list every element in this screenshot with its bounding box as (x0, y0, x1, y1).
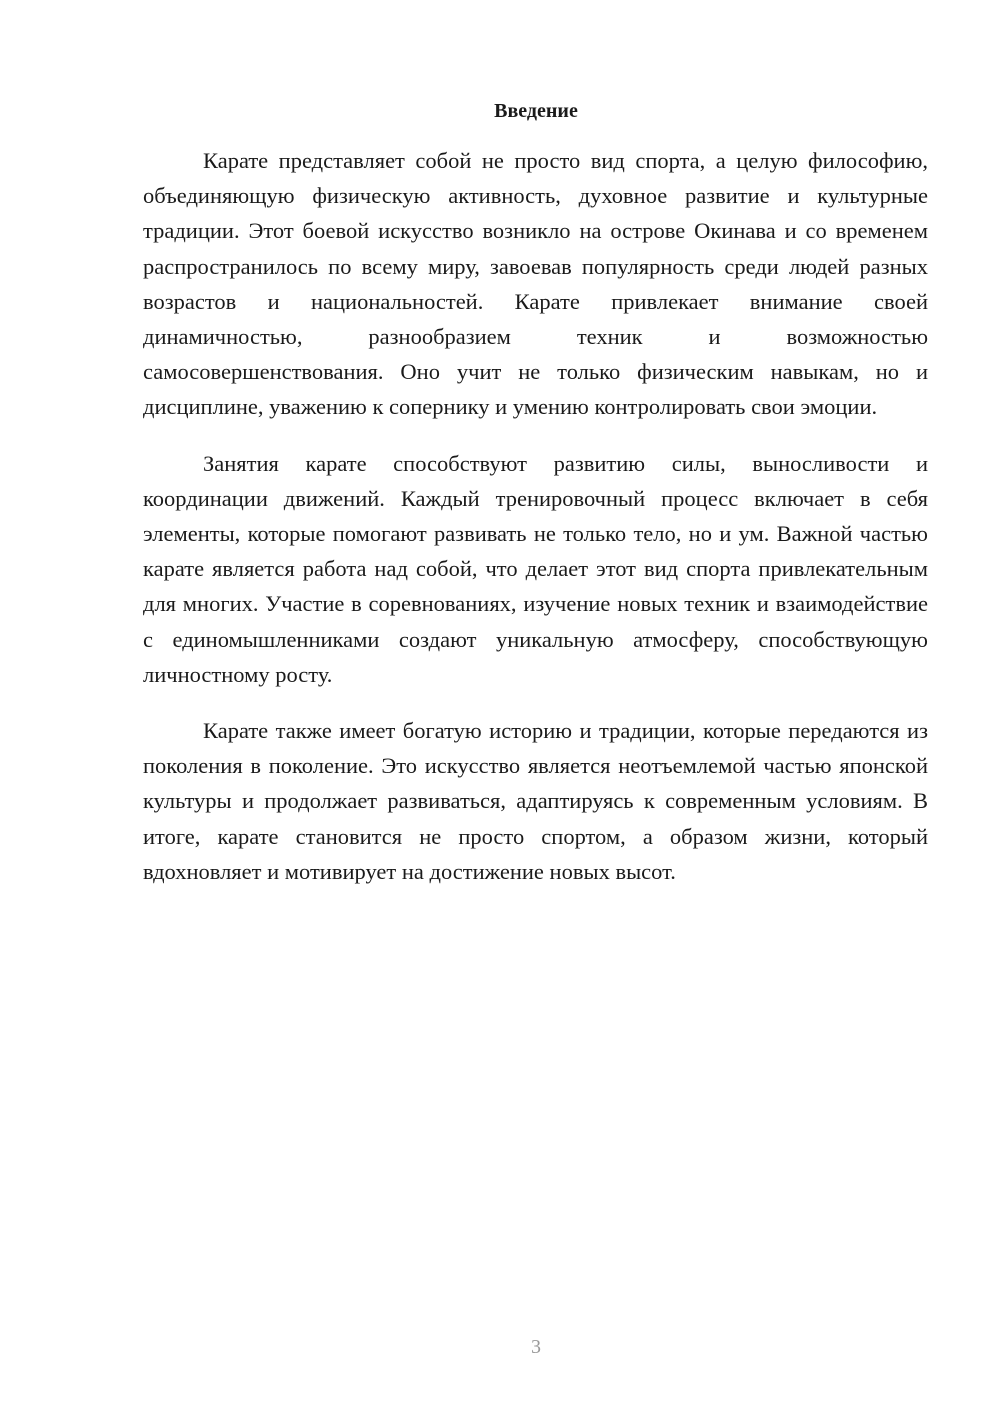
page-heading: Введение (494, 100, 578, 122)
page-number: 3 (531, 1336, 541, 1358)
body-text (143, 143, 928, 910)
paragraph-3: Карате также имеет богатую историю и традиции, которые передаются из поколения в поколение. Это искусство является неотъемлемой частью японской культуры и продолжает развиваться, адаптируясь к современным условиям. В итоге, карате становится не просто спортом, а образом жизни, который вдохновляет и мотивирует на достижение новых высот. (143, 718, 928, 884)
paragraph-1: Карате представляет собой не просто вид спорта, а целую философию, объединяющую физическую активность, духовное развитие и культурные традиции. Этот боевой искусство возникло на острове Окинава и со временем распространилось по всему миру, завоевав популярность среди людей разных возрастов и национальностей. Карате привлекает внимание своей динамичностью, разнообразием техник и возможностью самосовершенствования. Оно учит не только физическим навыкам, но и дисциплине, уважению к сопернику и умению контролировать свои эмоции. (143, 148, 928, 420)
paragraph-2: Занятия карате способствуют развитию силы, выносливости и координации движений. Каждый тренировочный процесс включает в себя элементы, которые помогают развивать не только тело, но и ум. Важной частью карате является работа над собой, что делает этот вид спорта привлекательным для многих. Участие в соревнованиях, изучение новых техник и взаимодействие с единомышленниками создают уникальную атмосферу, способствующую личностному росту. (143, 450, 928, 687)
